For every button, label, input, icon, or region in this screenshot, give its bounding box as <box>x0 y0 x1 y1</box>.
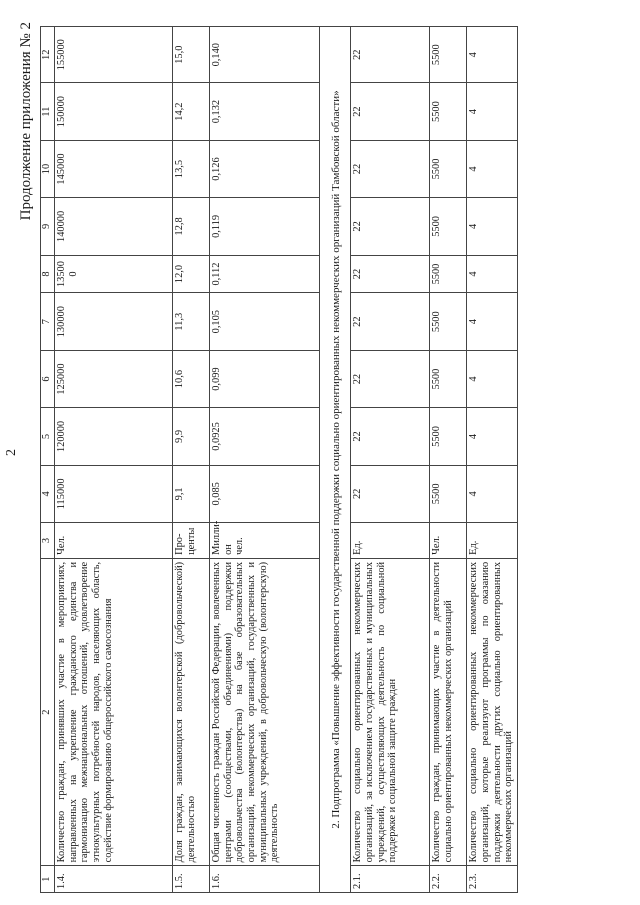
indicators-table <box>40 26 518 893</box>
column-number-cell: 4 <box>41 465 55 522</box>
value-cell: 0,140 <box>210 27 320 83</box>
table-row <box>467 27 518 893</box>
indicator-name: Количество социально ориентированных некоммерческих организаций, которые реализуют программы по оказанию поддержки деятельности других социально ориентированных некоммерческих организаций <box>467 558 518 865</box>
value-cell: 22 <box>351 350 430 407</box>
column-number-cell: 1 <box>41 866 55 893</box>
section-row <box>320 27 351 893</box>
value-cell: 5500 <box>430 140 467 197</box>
value-cell: 10,6 <box>173 350 210 407</box>
indicator-name: Общая численность граждан Российской Федерации, вовлеченных центрами (сообществами, объединениями) поддержки добровольчества (волонтерства) на базе образовательных организаций, некоммерческих организаций, государственных и муниципальных учреждений, в добровольческую (волонтерскую) деятельность <box>210 558 320 865</box>
value-cell: 4 <box>467 408 518 465</box>
column-number-cell: 9 <box>41 198 55 255</box>
table-row <box>210 27 320 893</box>
unit-cell: Ед. <box>351 523 430 559</box>
table-row <box>173 27 210 893</box>
value-cell: 22 <box>351 198 430 255</box>
value-cell: 0,112 <box>210 255 320 293</box>
indicator-name: Количество граждан, принявших участие в мероприятиях, направленных на укрепление гражданского единства и гармонизацию межнациональных отношений, удовлетворение этнокультурных потребностей народов, населяющих область, содействие формированию общероссийского самосознания <box>55 558 173 865</box>
value-cell: 4 <box>467 293 518 350</box>
value-cell: 15,0 <box>173 27 210 83</box>
column-number-cell: 10 <box>41 140 55 197</box>
subprogram-title: 2. Подпрограмма «Повышение эффективности государственной поддержки социально ориентированных некоммерческих организаций Тамбовской области» <box>320 27 351 893</box>
value-cell: 5500 <box>430 293 467 350</box>
value-cell: 12,0 <box>173 255 210 293</box>
indicator-name: Количество социально ориентированных некоммерческих организаций, за исключением государственных и муниципальных учреждений, осуществляющих деятельность по социальной поддержке и социальной защите граждан <box>351 558 430 865</box>
value-cell: 140000 <box>55 198 173 255</box>
page-number: 2 <box>4 449 19 456</box>
value-cell: 5500 <box>430 27 467 83</box>
value-cell: 9,9 <box>173 408 210 465</box>
row-number: 2.1. <box>351 866 430 893</box>
value-cell: 120000 <box>55 408 173 465</box>
value-cell: 125000 <box>55 350 173 407</box>
value-cell: 4 <box>467 83 518 140</box>
value-cell: 11,3 <box>173 293 210 350</box>
value-cell: 14,2 <box>173 83 210 140</box>
row-number: 1.5. <box>173 866 210 893</box>
value-cell: 12,8 <box>173 198 210 255</box>
value-cell: 5500 <box>430 350 467 407</box>
value-cell: 22 <box>351 83 430 140</box>
value-cell: 130000 <box>55 293 173 350</box>
value-cell: 115000 <box>55 465 173 522</box>
value-cell: 4 <box>467 27 518 83</box>
value-cell: 4 <box>467 140 518 197</box>
value-cell: 5500 <box>430 198 467 255</box>
unit-cell: Милли- он чел. <box>210 523 320 559</box>
value-cell: 150000 <box>55 83 173 140</box>
table-row <box>351 27 430 893</box>
value-cell: 5500 <box>430 408 467 465</box>
value-cell: 13,5 <box>173 140 210 197</box>
row-number: 2.2. <box>430 866 467 893</box>
value-cell: 22 <box>351 27 430 83</box>
indicator-name: Количество граждан, принимающих участие в деятельности социально ориентированных некоммерческих организаций <box>430 558 467 865</box>
value-cell: 9,1 <box>173 465 210 522</box>
value-cell: 4 <box>467 350 518 407</box>
column-number-cell: 5 <box>41 408 55 465</box>
column-number-cell: 6 <box>41 350 55 407</box>
value-cell: 145000 <box>55 140 173 197</box>
value-cell: 0,099 <box>210 350 320 407</box>
column-number-cell: 3 <box>41 523 55 559</box>
table-row <box>55 27 173 893</box>
value-cell: 4 <box>467 198 518 255</box>
value-cell: 5500 <box>430 465 467 522</box>
value-cell: 0,126 <box>210 140 320 197</box>
unit-cell: Чел. <box>55 523 173 559</box>
value-cell: 0,085 <box>210 465 320 522</box>
row-number: 1.4. <box>55 866 173 893</box>
row-number: 1.6. <box>210 866 320 893</box>
value-cell: 4 <box>467 255 518 293</box>
value-cell: 155000 <box>55 27 173 83</box>
appendix-continuation-note: Продолжение приложения № 2 <box>18 22 34 221</box>
indicator-name: Доля граждан, занимающихся волонтерской (добровольческой) деятельностью <box>173 558 210 865</box>
value-cell: 22 <box>351 293 430 350</box>
value-cell: 22 <box>351 408 430 465</box>
unit-cell: Про- центы <box>173 523 210 559</box>
value-cell: 22 <box>351 255 430 293</box>
value-cell: 13500 0 <box>55 255 173 293</box>
value-cell: 22 <box>351 140 430 197</box>
column-number-cell: 12 <box>41 27 55 83</box>
value-cell: 4 <box>467 465 518 522</box>
unit-cell: Чел. <box>430 523 467 559</box>
value-cell: 0,119 <box>210 198 320 255</box>
column-number-cell: 11 <box>41 83 55 140</box>
column-number-cell: 2 <box>41 558 55 865</box>
value-cell: 5500 <box>430 255 467 293</box>
row-number: 2.3. <box>467 866 518 893</box>
value-cell: 0,0925 <box>210 408 320 465</box>
value-cell: 5500 <box>430 83 467 140</box>
column-number-cell: 8 <box>41 255 55 293</box>
value-cell: 0,132 <box>210 83 320 140</box>
unit-cell: Ед. <box>467 523 518 559</box>
table-row <box>430 27 467 893</box>
column-number-cell: 7 <box>41 293 55 350</box>
column-number-row <box>41 27 55 893</box>
value-cell: 0,105 <box>210 293 320 350</box>
value-cell: 22 <box>351 465 430 522</box>
